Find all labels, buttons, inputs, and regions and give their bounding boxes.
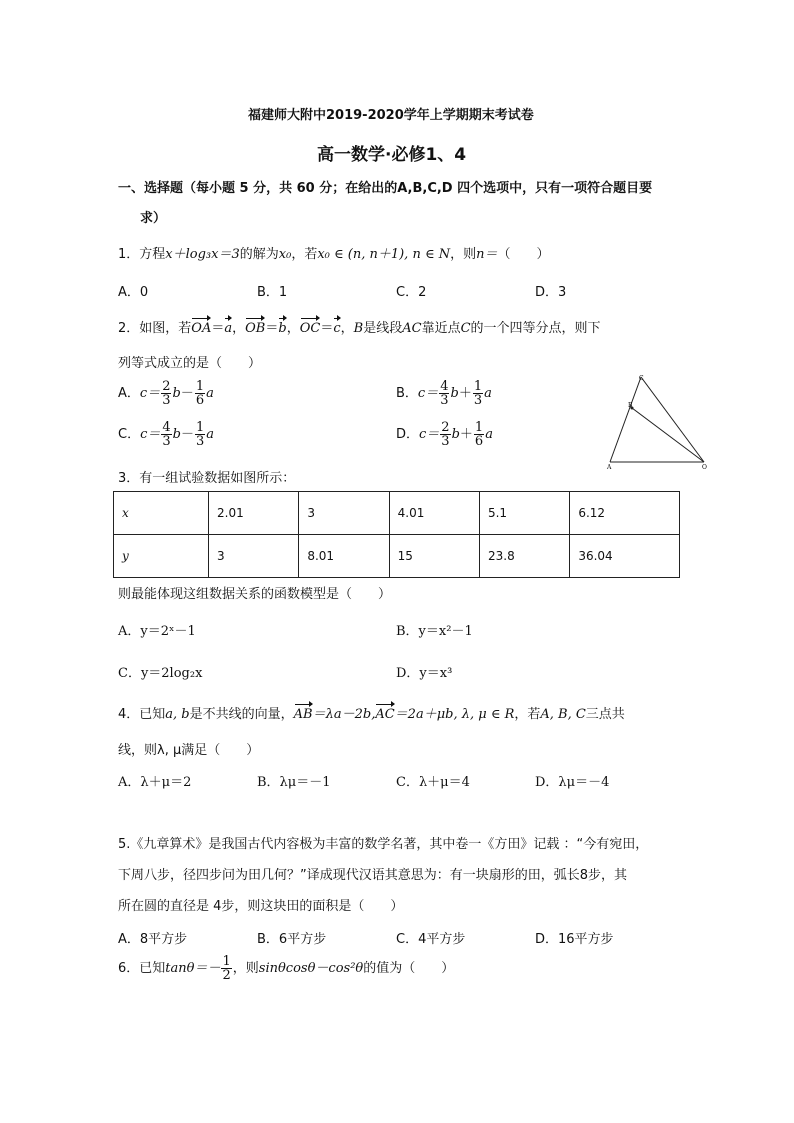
condition: x₀ ∈ (n, n＋1), n ∈ N	[317, 247, 451, 262]
table-cell: 23.8	[479, 535, 569, 578]
table-cell: 5.1	[479, 492, 569, 535]
table-cell: y	[114, 535, 209, 578]
option-d: D．3	[535, 285, 567, 300]
question-3-ask: 则最能体现这组数据关系的函数模型是（ ）	[118, 587, 392, 602]
table-cell: 36.04	[570, 535, 680, 578]
option-c: C．c＝ $\frac{4}{3}$ b－ $\frac{1}{3}$ a	[118, 420, 215, 449]
table-row	[114, 535, 680, 578]
question-4: 4．已知a, b是不共线的向量，AB＝λa－2b,AC＝2a＋μb, λ, μ ∈ R，若A, B, C三点共	[118, 707, 625, 722]
option-a: A．c＝ $\frac{2}{3}$ b－ $\frac{1}{6}$ a	[118, 379, 214, 408]
table-cell: x	[114, 492, 209, 535]
exam-subtitle: 高一数学·必修1、4	[317, 145, 467, 165]
question-number: 4．	[118, 707, 140, 722]
question-number: 3．	[118, 471, 140, 486]
option-c: C．2	[396, 285, 427, 300]
option-c: C．λ＋μ＝4	[396, 775, 470, 790]
equation: x＋log₃x＝3	[165, 247, 240, 262]
section-heading: 一、选择题（每小题 5 分，共 60 分；在给出的A,B,C,D 四个选项中，只有一项符合题目要	[118, 181, 653, 196]
option-d: D．c＝ $\frac{2}{3}$ b＋ $\frac{1}{6}$ a	[396, 420, 493, 449]
table-cell: 4.01	[389, 492, 479, 535]
option-a: A．y＝2ˣ－1	[118, 624, 196, 639]
table-row	[114, 492, 680, 535]
exam-title: 福建师大附中2019-2020学年上学期期末考试卷	[248, 108, 534, 123]
option-b: B．y＝x²－1	[396, 624, 473, 639]
option-c: C．y＝2log₂x	[118, 666, 203, 681]
table-cell: 6.12	[570, 492, 680, 535]
option-d: D．λμ＝－4	[535, 775, 610, 790]
option-d: D．16平方步	[535, 932, 614, 947]
label-c: C	[639, 375, 644, 382]
question-5-cont2: 所在圆的直径是 4步，则这块田的面积是（ ）	[118, 899, 404, 914]
option-b: B．λμ＝－1	[257, 775, 331, 790]
label-b: B	[628, 402, 633, 409]
table-cell: 8.01	[299, 535, 389, 578]
question-4-cont: 线，则λ, μ满足（ ）	[118, 743, 260, 758]
table-cell: 15	[389, 535, 479, 578]
question-2-cont: 列等式成立的是（ ）	[118, 356, 262, 371]
option-a: A．8平方步	[118, 932, 188, 947]
table-cell: 3	[209, 535, 299, 578]
question-1: 1．方程x＋log₃x＝3的解为x₀，若x₀ ∈ (n, n＋1), n ∈ N，则n＝（ ）	[118, 247, 550, 262]
option-b: B．1	[257, 285, 288, 300]
question-5: 5.《九章算术》是我国古代内容极为丰富的数学名著，其中卷一《方田》记载 ：“今有宛田，	[118, 837, 649, 852]
question-number: 2．	[118, 321, 140, 336]
option-c: C．4平方步	[396, 932, 466, 947]
option-a: A．0	[118, 285, 149, 300]
triangle-figure	[598, 368, 716, 476]
label-a: A	[607, 464, 612, 471]
table-cell: 2.01	[209, 492, 299, 535]
answer-blank: （ ）	[497, 247, 550, 262]
question-5-cont: 下周八步，径四步问为田几何？”译成现代汉语其意思为：有一块扇形的田，弧长8步，其	[118, 868, 628, 883]
option-d: D．y＝x³	[396, 666, 453, 681]
question-number: 1．	[118, 247, 140, 262]
question-3: 3．有一组试验数据如图所示：	[118, 471, 296, 486]
label-o: O	[702, 464, 707, 471]
option-a: A．λ＋μ＝2	[118, 775, 192, 790]
question-6: 6．已知tanθ＝－ $\frac{1}{2}$ ，则sinθcosθ－cos²θ的值为（ ）	[118, 954, 455, 983]
option-b: B．c＝ $\frac{4}{3}$ b＋ $\frac{1}{3}$ a	[396, 379, 492, 408]
question-2: 2．如图，若OA＝a，OB＝b，OC＝c，B是线段AC靠近点C的一个四等分点，则下	[118, 321, 601, 336]
section-heading-cont: 求）	[140, 211, 167, 226]
question-number: 6．	[118, 961, 140, 976]
data-table	[113, 491, 680, 578]
option-b: B．6平方步	[257, 932, 327, 947]
table-cell: 3	[299, 492, 389, 535]
